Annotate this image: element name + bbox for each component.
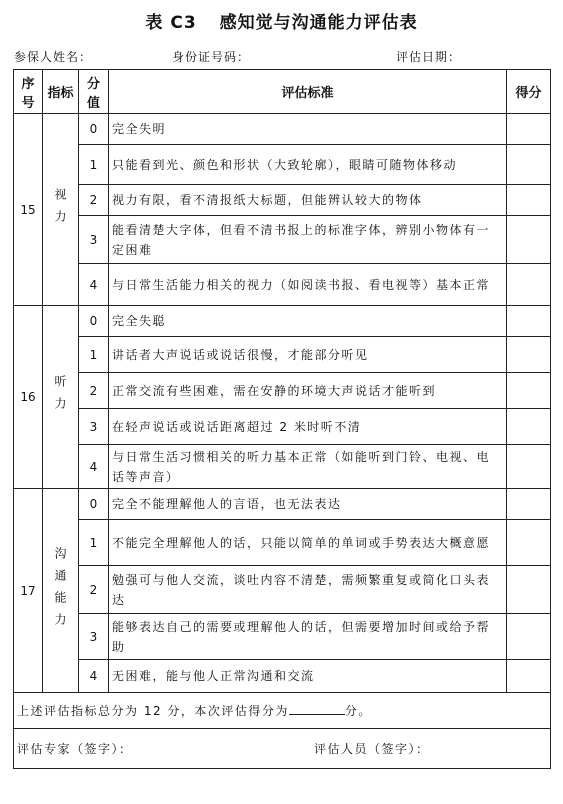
score-value-cell: 2: [79, 185, 109, 216]
standard-cell: 不能完全理解他人的话，只能以简单的单词或手势表达大概意愿: [109, 520, 507, 566]
summary-prefix: 上述评估指标总分为 12 分，本次评估得分为: [17, 704, 289, 718]
result-cell[interactable]: [507, 145, 551, 185]
indicator-cell: [43, 114, 79, 306]
standard-cell: 能看清楚大字体，但看不清书报上的标准字体，辨别小物体有一定困难: [109, 216, 507, 264]
result-cell[interactable]: [507, 373, 551, 409]
result-cell[interactable]: [507, 566, 551, 614]
header-seq: 序号: [14, 70, 43, 114]
table-row: [14, 185, 551, 216]
table-row: [14, 264, 551, 306]
score-value-cell: 2: [79, 373, 109, 409]
score-value-cell: 3: [79, 216, 109, 264]
assessment-table: [13, 69, 551, 769]
summary-cell: [14, 693, 551, 729]
table-row: [14, 306, 551, 337]
result-cell[interactable]: [507, 489, 551, 520]
form-title: [0, 8, 563, 33]
standard-cell: 只能看到光、颜色和形状（大致轮廓），眼睛可随物体移动: [109, 145, 507, 185]
score-value-cell: 3: [79, 409, 109, 445]
result-cell[interactable]: [507, 337, 551, 373]
table-row: [14, 373, 551, 409]
table-row: [14, 614, 551, 660]
score-value-cell: 1: [79, 337, 109, 373]
assessment-date-label: 评估日期：: [396, 50, 462, 64]
standard-cell: 视力有限，看不清报纸大标题，但能辨认较大的物体: [109, 185, 507, 216]
result-cell[interactable]: [507, 306, 551, 337]
id-number-label: 身份证号码：: [172, 50, 251, 64]
score-value-cell: 3: [79, 614, 109, 660]
signature-row: [14, 729, 551, 769]
score-value-cell: 1: [79, 145, 109, 185]
result-cell[interactable]: [507, 114, 551, 145]
score-value-cell: 4: [79, 264, 109, 306]
result-cell[interactable]: [507, 445, 551, 489]
summary-suffix: 分。: [344, 704, 372, 718]
seq-cell: 15: [14, 114, 43, 306]
form-name: 感知觉与沟通能力评估表: [219, 13, 418, 33]
score-value-cell: 2: [79, 566, 109, 614]
seq-cell: 16: [14, 306, 43, 489]
standard-cell: 与日常生活习惯相关的听力基本正常（如能听到门铃、电视、电话等声音）: [109, 445, 507, 489]
indicator-cell: [43, 306, 79, 489]
result-cell[interactable]: [507, 660, 551, 693]
table-row: [14, 114, 551, 145]
table-row: [14, 566, 551, 614]
indicator-cell: [43, 489, 79, 693]
signature-cell: [14, 729, 551, 769]
standard-cell: 正常交流有些困难，需在安静的环境大声说话才能听到: [109, 373, 507, 409]
header-score: 分值: [79, 70, 109, 114]
result-cell[interactable]: [507, 264, 551, 306]
assessor-signature-label: 评估人员（签字）：: [314, 742, 430, 756]
header-result: 得分: [507, 70, 551, 114]
result-cell[interactable]: [507, 409, 551, 445]
score-blank-field[interactable]: [289, 702, 345, 715]
standard-cell: 完全失聪: [109, 306, 507, 337]
standard-cell: 完全失明: [109, 114, 507, 145]
header-row: [14, 70, 551, 114]
table-row: [14, 660, 551, 693]
table-row: [14, 145, 551, 185]
indicator-label: 沟通能力: [53, 546, 67, 635]
indicator-label: 视力: [53, 187, 67, 232]
table-row: [14, 337, 551, 373]
table-row: [14, 445, 551, 489]
standard-cell: 完全不能理解他人的言语，也无法表达: [109, 489, 507, 520]
score-value-cell: 0: [79, 306, 109, 337]
standard-cell: 与日常生活能力相关的视力（如阅读书报、看电视等）基本正常: [109, 264, 507, 306]
form-meta: [14, 48, 554, 64]
score-value-cell: 4: [79, 660, 109, 693]
standard-cell: 在轻声说话或说话距离超过 2 米时听不清: [109, 409, 507, 445]
standard-cell: 讲话者大声说话或说话很慢，才能部分听见: [109, 337, 507, 373]
standard-cell: 能够表达自己的需要或理解他人的话，但需要增加时间或给予帮助: [109, 614, 507, 660]
table-row: [14, 409, 551, 445]
insured-name-label: 参保人姓名：: [14, 50, 93, 64]
table-row: [14, 520, 551, 566]
indicator-label: 听力: [53, 375, 67, 419]
expert-signature-label: 评估专家（签字）：: [17, 742, 133, 756]
table-row: [14, 489, 551, 520]
score-value-cell: 0: [79, 489, 109, 520]
standard-cell: 无困难，能与他人正常沟通和交流: [109, 660, 507, 693]
header-standard: 评估标准: [109, 70, 507, 114]
table-row: [14, 216, 551, 264]
score-value-cell: 0: [79, 114, 109, 145]
score-value-cell: 1: [79, 520, 109, 566]
result-cell[interactable]: [507, 520, 551, 566]
seq-cell: 17: [14, 489, 43, 693]
result-cell[interactable]: [507, 185, 551, 216]
summary-row: [14, 693, 551, 729]
result-cell[interactable]: [507, 614, 551, 660]
form-code: 表 C3: [145, 13, 197, 33]
header-indicator: 指标: [43, 70, 79, 114]
table-body: [14, 114, 551, 693]
score-value-cell: 4: [79, 445, 109, 489]
result-cell[interactable]: [507, 216, 551, 264]
standard-cell: 勉强可与他人交流，谈吐内容不清楚，需频繁重复或简化口头表达: [109, 566, 507, 614]
